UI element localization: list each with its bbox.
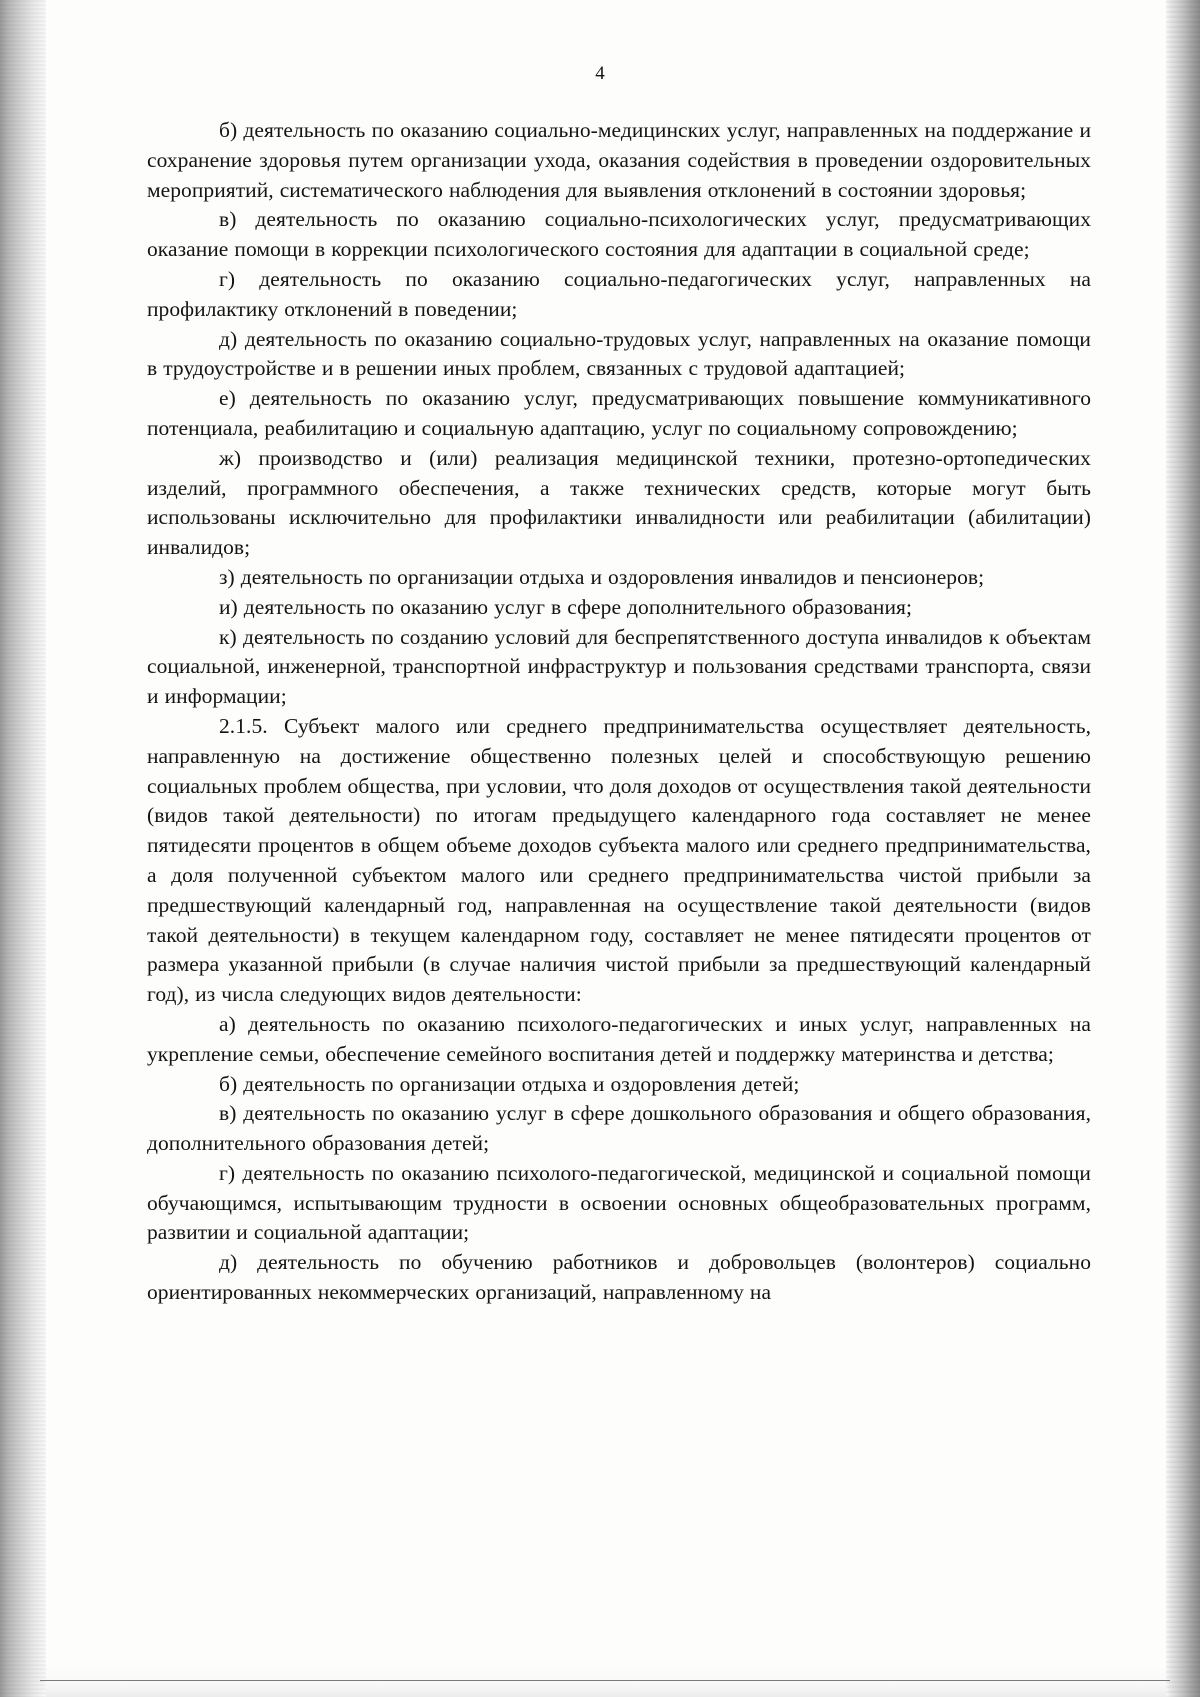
paragraph-item-e-communicative-services: е) деятельность по оказанию услуг, предусматривающих повышение коммуникативного потенциала, реабилитацию и социальную адаптацию, услуг по социальному сопровождению; xyxy=(147,386,1091,440)
paragraph-clause-2-1-5: 2.1.5. Субъект малого или среднего предпринимательства осуществляет деятельность, направленную на достижение общественно полезных целей и способствующую решению социальных проблем общества, при условии, что доля доходов от осуществления такой деятельности (видов такой деятельности) по итогам предыдущего календарного года составляет не менее пятидесяти процентов в общем объеме доходов субъекта малого или среднего предпринимательства, а доля полученной субъектом малого или среднего предпринимательства чистой прибыли за предшествующий календарный год, направленная на осуществление такой деятельности (видов такой деятельности) в текущем календарном году, составляет не менее пятидесяти процентов от размера указанной прибыли (в случае наличия чистой прибыли за предшествующий календарный год), из числа следующих видов деятельности: xyxy=(147,713,1091,1007)
scan-right-edge-shadow xyxy=(1166,0,1200,1697)
paragraph-item-a-family-support: а) деятельность по оказанию психолого-педагогических и иных услуг, направленных на укрепление семьи, обеспечение семейного воспитания детей и поддержку материнства и детства; xyxy=(147,1011,1091,1066)
paragraph-item-zh-medical-equipment: ж) производство и (или) реализация медицинской техники, протезно-ортопедических изделий, программного обеспечения, а также технических средств, которые могут быть использованы исключительно для профилактики инвалидности или реабилитации (абилитации) инвалидов; xyxy=(147,445,1091,560)
paragraph-item-d-labor-services: д) деятельность по оказанию социально-трудовых услуг, направленных на оказание помощи в трудоустройстве и в решении иных проблем, связанных с трудовой адаптацией; xyxy=(147,326,1091,381)
paragraph-item-b-children-recreation: б) деятельность по организации отдыха и оздоровления детей; xyxy=(219,1071,800,1096)
paragraph-item-v-psychological-services: в) деятельность по оказанию социально-психологических услуг, предусматривающих оказание помощи в коррекции психологического состояния для адаптации в социальной среде; xyxy=(147,207,1091,262)
paragraph-item-g-pedagogical-services: г) деятельность по оказанию социально-педагогических услуг, направленных на профилактику отклонений в поведении; xyxy=(147,266,1091,321)
paragraph-item-g-student-assistance: г) деятельность по оказанию психолого-педагогической, медицинской и социальной помощи обучающимся, испытывающим трудности в освоении основных общеобразовательных программ, развитии и социальной адаптации; xyxy=(147,1160,1091,1245)
scan-bottom-border-line xyxy=(40,1680,1170,1681)
page-number: 4 xyxy=(595,63,605,84)
document-body xyxy=(147,116,1091,1308)
paragraph-item-d-volunteer-training: д) деятельность по обучению работников и добровольцев (волонтеров) социально ориентированных некоммерческих организаций, направленному на xyxy=(147,1250,1091,1305)
scan-bottom-edge-shadow xyxy=(46,1667,1166,1697)
paragraph-item-k-accessibility: к) деятельность по созданию условий для беспрепятственного доступа инвалидов к объектам социальной, инженерной, транспортной инфраструктур и пользования средствами транспорта, связи и информации; xyxy=(147,624,1091,709)
paragraph-item-v-preschool-education: в) деятельность по оказанию услуг в сфере дошкольного образования и общего образования, дополнительного образования детей; xyxy=(147,1101,1091,1156)
paragraph-item-b-medical-services: б) деятельность по оказанию социально-медицинских услуг, направленных на поддержание и сохранение здоровья путем организации ухода, оказания содействия в проведении оздоровительных мероприятий, систематического наблюдения для выявления отклонений в состоянии здоровья; xyxy=(147,118,1091,202)
paragraph-item-i-additional-education: и) деятельность по оказанию услуг в сфере дополнительного образования; xyxy=(219,594,912,619)
scan-left-edge-shadow xyxy=(0,0,46,1697)
paragraph-item-z-recreation: з) деятельность по организации отдыха и оздоровления инвалидов и пенсионеров; xyxy=(219,564,985,589)
